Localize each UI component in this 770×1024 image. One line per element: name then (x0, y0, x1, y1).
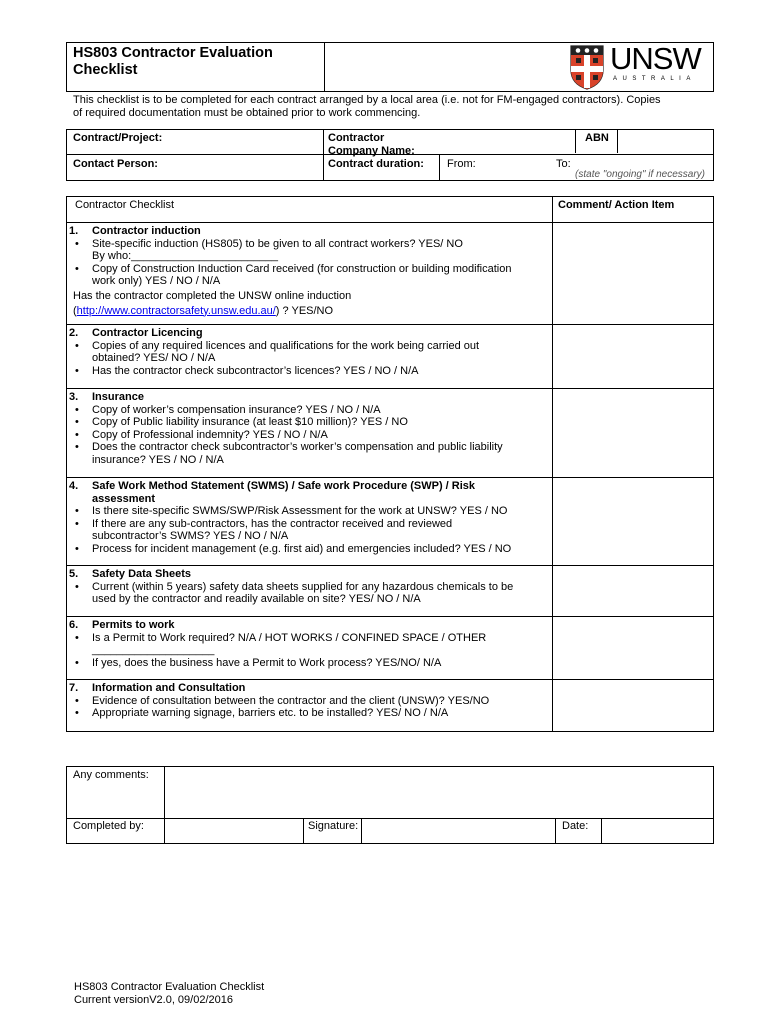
list-item: • Site-specific induction (HS805) to be given to all contract workers? YES/ NO (67, 238, 551, 251)
comment-cell-swms[interactable] (554, 479, 713, 564)
date-field[interactable] (603, 820, 713, 843)
contract-info-table (66, 129, 714, 181)
section-contractor-induction: 1. Contractor induction • Site-specific induction (HS805) to be given to all contract workers? YES/ NO By who:________________________ • Copy of Construction Induction Card received (for construction or building modification work only) YES / NO / N/A Has the contractor completed the UNSW online induction (http://www.contractorsafety.unsw.edu.au/) ? YES/NO (67, 225, 551, 317)
comments-field[interactable] (166, 768, 713, 817)
list-item: • Copy of Professional indemnity? YES / NO / N/A (67, 429, 551, 442)
list-item: • If there are any sub-contractors, has the contractor received and reviewed (67, 518, 551, 531)
contact-person-field[interactable] (191, 156, 321, 180)
company-name-label: Contractor Company Name: (328, 132, 415, 157)
from-label: From: (447, 158, 476, 170)
list-item-continued: obtained? YES/ NO / N/A (92, 352, 216, 365)
comment-cell-sds[interactable] (554, 567, 713, 615)
list-item: • If yes, does the business have a Permit to Work process? YES/NO/ N/A (67, 657, 551, 670)
contract-duration-label: Contract duration: (328, 158, 424, 170)
signature-field[interactable] (363, 820, 554, 843)
date-label: Date: (562, 820, 589, 832)
list-item: • Process for incident management (e.g. first aid) and emergencies included? YES / NO (67, 543, 551, 556)
list-item-continued: used by the contractor and readily available on site? YES/ NO / N/A (92, 593, 421, 606)
ongoing-note: (state "ongoing" if necessary) (575, 169, 705, 180)
signature-label: Signature: (308, 820, 359, 832)
contact-person-label: Contact Person: (73, 158, 158, 170)
comment-cell-induction[interactable] (554, 224, 713, 323)
section-information-consultation: 7. Information and Consultation • Evidence of consultation between the contractor and the client (UNSW)? YES/NO • Appropriate warning signage, barriers etc. to be installed? YES/ NO / N/A (67, 682, 551, 720)
section-safety-data-sheets: 5. Safety Data Sheets • Current (within 5 years) safety data sheets supplied for any hazardous chemicals to be used by the contractor and readily available on site? YES/ NO / N/A (67, 568, 551, 606)
list-item: • Copy of worker’s compensation insurance? YES / NO / N/A (67, 404, 551, 417)
list-item: • Copies of any required licences and qualifications for the work being carried out (67, 340, 551, 353)
unsw-crest-icon (569, 44, 605, 90)
section-contractor-licencing: 2. Contractor Licencing • Copies of any required licences and qualifications for the work being carried out obtained? YES/ NO / N/A • Has the contractor check subcontractor’s licences? YES / NO / N/A (67, 327, 551, 377)
comment-column-header: Comment/ Action Item (558, 199, 675, 211)
from-date-field[interactable] (479, 156, 549, 170)
footer-title: HS803 Contractor Evaluation Checklist (74, 981, 265, 993)
company-name-field[interactable] (441, 131, 573, 153)
comment-cell-consultation[interactable] (554, 681, 713, 731)
online-induction-text: Has the contractor completed the UNSW online induction (73, 289, 352, 302)
list-item: • Copy of Public liability insurance (at least $10 million)? YES / NO (67, 416, 551, 429)
online-induction-link-line: (http://www.contractorsafety.unsw.edu.au/) ? YES/NO (73, 304, 334, 317)
list-item: • Current (within 5 years) safety data sheets supplied for any hazardous chemicals to be (67, 581, 551, 594)
footer (74, 981, 264, 1006)
sign-off-table (66, 766, 714, 844)
comment-cell-insurance[interactable] (554, 390, 713, 476)
completed-by-field[interactable] (166, 820, 302, 843)
contractor-safety-link[interactable]: http://www.contractorsafety.unsw.edu.au/ (76, 304, 276, 317)
byline: By who:________________________ (92, 250, 278, 263)
document-title: HS803 Contractor Evaluation Checklist (73, 45, 273, 78)
list-item-continued: subcontractor’s SWMS? YES / NO / N/A (92, 530, 289, 543)
header-box (66, 42, 714, 92)
section-permits-to-work: 6. Permits to work • Is a Permit to Work required? N/A / HOT WORKS / CONFINED SPACE / OTHER ____________________ • If yes, does the business have a Permit to Work process? YES/NO/ N/A (67, 619, 551, 669)
contract-project-field[interactable] (191, 131, 321, 153)
unsw-logo (569, 43, 709, 91)
abn-field[interactable] (619, 131, 713, 153)
completed-by-label: Completed by: (73, 820, 144, 832)
section-swms: 4. Safe Work Method Statement (SWMS) / Safe work Procedure (SWP) / Risk assessment • Is there site-specific SWMS/SWP/Risk Assessment for the work at UNSW? YES / NO • If there are any sub-contractors, has the contractor received and reviewed subcontractor’s SWMS? YES / NO / N/A • Process for incident management (e.g. first aid) and emergencies included? YES / NO (67, 480, 551, 556)
list-item: • Is a Permit to Work required? N/A / HOT WORKS / CONFINED SPACE / OTHER (67, 632, 551, 645)
intro-text: This checklist is to be completed for each contract arranged by a local area (i.e. not for FM-engaged contractors). Copies of required documentation must be obtained prior to work commencing. (73, 94, 661, 119)
list-item: • Appropriate warning signage, barriers etc. to be installed? YES/ NO / N/A (67, 707, 551, 720)
footer-version: Current versionV2.0, 09/02/2016 (74, 993, 233, 1006)
section-insurance: 3. Insurance • Copy of worker’s compensation insurance? YES / NO / N/A • Copy of Public liability insurance (at least $10 million)? YES / NO • Copy of Professional indemnity? YES / NO / N/A • Does the contractor check subcontractor’s worker’s compensation and public liability insurance? YES / NO / N/A (67, 391, 551, 467)
comments-label: Any comments: (73, 769, 149, 781)
logo-wordmark: UNSW (610, 41, 701, 76)
list-item: • Does the contractor check subcontractor’s worker’s compensation and public liability (67, 441, 551, 454)
other-permit-blank: ____________________ (92, 644, 215, 657)
contract-project-label: Contract/Project: (73, 132, 163, 144)
list-item: • Is there site-specific SWMS/SWP/Risk Assessment for the work at UNSW? YES / NO (67, 505, 551, 518)
checklist-table (66, 196, 714, 732)
list-item-continued: work only) YES / NO / N/A (92, 275, 221, 288)
checklist-column-header: Contractor Checklist (75, 199, 175, 211)
to-label: To: (556, 158, 571, 170)
list-item: • Evidence of consultation between the contractor and the client (UNSW)? YES/NO (67, 695, 551, 708)
to-date-field[interactable] (572, 156, 702, 170)
abn-label: ABN (585, 132, 609, 144)
comment-cell-licencing[interactable] (554, 326, 713, 387)
list-item: • Has the contractor check subcontractor’s licences? YES / NO / N/A (67, 365, 551, 378)
comment-cell-permits[interactable] (554, 618, 713, 678)
list-item-continued: insurance? YES / NO / N/A (92, 453, 224, 466)
logo-subtext: AUSTRALIA (613, 76, 696, 82)
list-item: • Copy of Construction Induction Card received (for construction or building modification (67, 263, 551, 276)
